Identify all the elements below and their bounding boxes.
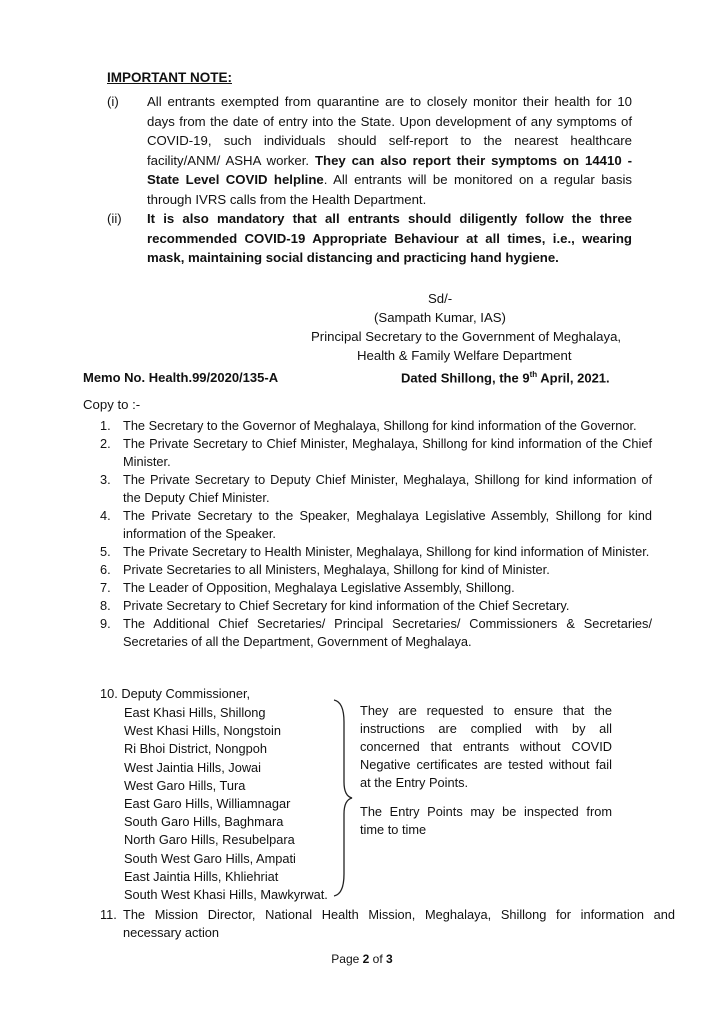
list-item-number: 2. [100, 436, 111, 451]
list-item [100, 906, 675, 942]
request-text: They are requested to ensure that the instructions are complied with by all concerned that entrants without COVID Negative certificates are tested without fail at the Entry Points. [360, 703, 612, 790]
list-item-text: The Additional Chief Secretaries/ Principal Secretaries/ Commissioners & Secretaries/ Secretaries of all the Department, Government of Meghalaya. [123, 616, 652, 649]
signatory-department: Health & Family Welfare Department [357, 348, 572, 363]
list-item-number: 5. [100, 544, 111, 559]
list-item-number: 4. [100, 508, 111, 523]
list-item-text: Private Secretary to Chief Secretary for kind information of the Chief Secretary. [123, 598, 570, 613]
district-item: North Garo Hills, Resubelpara [124, 832, 295, 848]
district-item: West Khasi Hills, Nongstoin [124, 723, 281, 739]
district-item: South West Garo Hills, Ampati [124, 850, 296, 866]
request-note [360, 702, 612, 850]
list-item-text: The Private Secretary to Chief Minister, Meghalaya, Shillong for kind information of the Chief Minister. [123, 436, 652, 469]
note-item-number: (i) [107, 94, 119, 109]
district-item: South Garo Hills, Baghmara [124, 814, 284, 830]
note-item-1 [107, 92, 632, 209]
list-item [100, 615, 652, 651]
page-number: Page 2 of 3 [331, 952, 393, 966]
memo-number: Memo No. Health.99/2020/135-A [83, 370, 279, 385]
right-brace-icon [330, 698, 354, 898]
list-item-number: 8. [100, 598, 111, 613]
list-item-text: The Mission Director, National Health Mission, Meghalaya, Shillong for information and necessary action [123, 907, 675, 940]
district-item: East Jaintia Hills, Khliehriat [124, 868, 279, 884]
list-item-number: 6. [100, 562, 111, 577]
memo-date: Dated Shillong, the 9th April, 2021. [401, 370, 610, 386]
list-item [100, 471, 652, 507]
note-item-2 [107, 209, 632, 268]
district-item: West Jaintia Hills, Jowai [124, 759, 262, 775]
list-item [100, 543, 652, 561]
district-list [124, 704, 328, 904]
list-item-number: 11. [100, 907, 117, 922]
list-item [100, 417, 652, 435]
note-item-body: It is also mandatory that all entrants should diligently follow the three recommended COVID-19 Appropriate Behaviour at all times, i.e., wearing mask, maintaining social distancing and practicing hand hygiene. [147, 211, 632, 265]
list-item [100, 507, 652, 543]
helpline-text: They can also report their symptoms on 14410 - State Level COVID helpline [147, 152, 632, 187]
list-item-number: 1. [100, 418, 111, 433]
district-item: South West Khasi Hills, Mawkyrwat. [124, 887, 328, 903]
list-item-number: 9. [100, 616, 111, 631]
copy-to-label: Copy to :- [83, 397, 141, 412]
district-item: Ri Bhoi District, Nongpoh [124, 741, 267, 757]
list-item-text: The Private Secretary to Health Minister, Meghalaya, Shillong for kind information of Minister. [123, 544, 650, 559]
list-item [100, 561, 652, 579]
note-item-number: (ii) [107, 211, 122, 226]
district-item: West Garo Hills, Tura [124, 777, 246, 793]
list-item [100, 597, 652, 615]
deputy-commissioner-label: 10. Deputy Commissioner, [100, 686, 251, 701]
list-item [100, 579, 652, 597]
list-item-text: The Private Secretary to Deputy Chief Minister, Meghalaya, Shillong for kind information of the Deputy Chief Minister. [123, 472, 652, 505]
list-item-number: 7. [100, 580, 111, 595]
list-item-text: The Leader of Opposition, Meghalaya Legislative Assembly, Shillong. [123, 580, 515, 595]
district-item: East Khasi Hills, Shillong [124, 705, 266, 720]
important-note-heading: IMPORTANT NOTE: [107, 70, 232, 85]
signatory-title: Principal Secretary to the Government of Meghalaya, [311, 329, 622, 344]
note-item-body: All entrants exempted from quarantine are to closely monitor their health for 10 days from the date of entry into the State. Upon development of any symptoms of COVID-19, such individuals should self-report to the nearest healthcare facility/ANM/ ASHA worker. They can also report their symptoms on 14410 - State Level COVID helpline. All entrants will be monitored on a regular basis through IVRS calls from the Health Department. [147, 94, 632, 207]
inspection-text: The Entry Points may be inspected from time to time [360, 804, 612, 837]
list-item-text: Private Secretaries to all Ministers, Meghalaya, Shillong for kind of Minister. [123, 562, 550, 577]
list-item-text: The Secretary to the Governor of Meghalaya, Shillong for kind information of the Governor. [123, 418, 637, 433]
district-item: East Garo Hills, Williamnagar [124, 796, 291, 812]
list-item [100, 435, 652, 471]
copy-list [100, 417, 652, 651]
list-item-number: 3. [100, 472, 111, 487]
signature-sd: Sd/- [428, 291, 453, 306]
list-item-text: The Private Secretary to the Speaker, Meghalaya Legislative Assembly, Shillong for kind information of the Speaker. [123, 508, 652, 541]
signatory-name: (Sampath Kumar, IAS) [374, 310, 506, 325]
